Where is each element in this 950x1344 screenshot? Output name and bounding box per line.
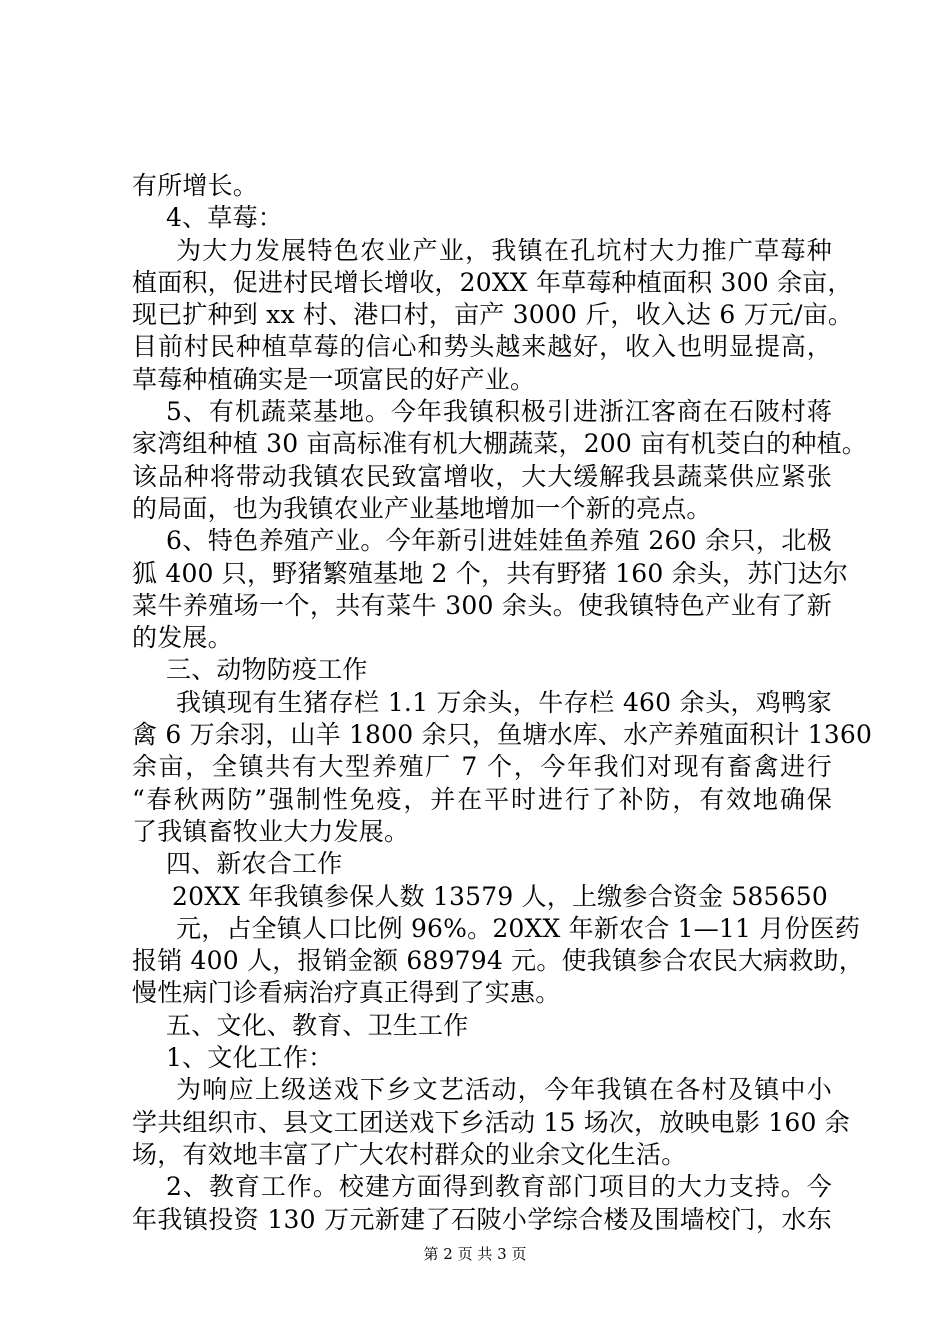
text-line: 余亩，全镇共有大型养殖厂 7 个，今年我们对现有畜禽进行 — [132, 752, 832, 782]
text-line: 的发展。 — [132, 623, 233, 653]
page-number: 第 2 页 共 3 页 — [423, 1245, 527, 1263]
text-line: 家湾组种植 30 亩高标准有机大棚蔬菜，200 亩有机茭白的种植。 — [132, 429, 867, 459]
text-line: 禽 6 万余羽，山羊 1800 余只，鱼塘水库、水产养殖面积计 1360 — [132, 720, 873, 750]
text-line: 5、有机蔬菜基地。今年我镇积极引进浙江客商在石陂村蒋 — [166, 397, 832, 427]
text-line: 草莓种植确实是一项富民的好产业。 — [132, 364, 536, 394]
section-heading: 三、动物防疫工作 — [166, 655, 368, 685]
text-line: 了我镇畜牧业大力发展。 — [132, 816, 410, 846]
text-line: 报销 400 人，报销金额 689794 元。使我镇参合农民大病救助， — [132, 946, 864, 976]
section-heading: 五、文化、教育、卫生工作 — [166, 1010, 469, 1040]
text-line: 的局面，也为我镇农业产业基地增加一个新的亮点。 — [132, 493, 712, 523]
text-line: 为响应上级送戏下乡文艺活动，今年我镇在各村及镇中小 — [176, 1075, 832, 1105]
text-line: 我镇现有生猪存栏 1.1 万余头，牛存栏 460 余头，鸡鸭家 — [176, 687, 832, 717]
text-line: 植面积，促进村民增长增收，20XX 年草莓种植面积 300 余亩， — [132, 267, 853, 297]
section-heading: 1、文化工作： — [166, 1043, 334, 1073]
text-line: 学共组织市、县文工团送戏下乡活动 15 场次，放映电影 160 余 — [132, 1107, 850, 1137]
text-line: 目前村民种植草莓的信心和势头越来越好，收入也明显提高， — [132, 332, 832, 362]
text-line: 有所增长。 — [132, 171, 259, 200]
text-line: “春秋两防”强制性免疫，并在平时进行了补防，有效地确保 — [132, 784, 832, 814]
document-body — [132, 170, 873, 1236]
section-heading: 四、新农合工作 — [166, 849, 343, 879]
text-line: 20XX 年我镇参保人数 13579 人，上缴参合资金 585650 — [172, 881, 828, 911]
text-line: 现已扩种到 xx 村、港口村，亩产 3000 斤，收入达 6 万元/亩。 — [132, 300, 854, 330]
section-heading: 4、草莓： — [166, 203, 283, 233]
text-line: 菜牛养殖场一个，共有菜牛 300 余头。使我镇特色产业有了新 — [132, 590, 832, 620]
text-line: 场，有效地丰富了广大农村群众的业余文化生活。 — [132, 1139, 687, 1169]
text-line: 为大力发展特色农业产业，我镇在孔坑村大力推广草莓种 — [176, 235, 832, 265]
text-line: 6、特色养殖产业。今年新引进娃娃鱼养殖 260 余只，北极 — [166, 526, 832, 556]
text-line: 狐 400 只，野猪繁殖基地 2 个，共有野猪 160 余头，苏门达尔 — [132, 558, 849, 588]
text-line: 年我镇投资 130 万元新建了石陂小学综合楼及围墙校门，水东 — [132, 1204, 832, 1234]
text-line: 2、教育工作。校建方面得到教育部门项目的大力支持。今 — [166, 1172, 832, 1202]
text-line: 元，占全镇人口比例 96%。20XX 年新农合 1—11 月份医药 — [176, 913, 861, 943]
text-line: 慢性病门诊看病治疗真正得到了实惠。 — [132, 978, 561, 1008]
text-line: 该品种将带动我镇农民致富增收，大大缓解我县蔬菜供应紧张 — [132, 461, 832, 491]
